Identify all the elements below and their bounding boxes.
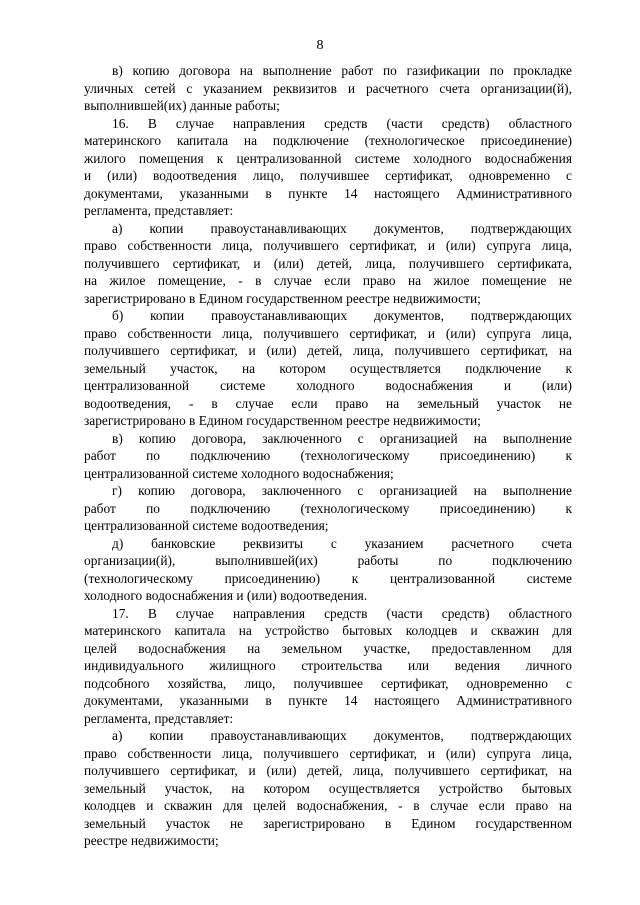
paragraph-16-g [84, 482, 572, 535]
paragraph-17 [84, 605, 572, 728]
text-line: право собственности лица, получившего сертификат, и (или) супруга лица, [84, 325, 572, 341]
text-line: земельный участок, на котором осуществляется устройство бытовых [84, 780, 572, 796]
text-line: работ по подключению (технологическому присоединению) к [84, 448, 572, 463]
text-line: (технологическому присоединению) к централизованной системе [84, 570, 572, 586]
text-line: регламента, представляет: [84, 710, 234, 726]
text-line: 16. В случае направления средств (части средств) областного [112, 115, 572, 131]
paragraph-15-v [84, 62, 572, 115]
text-line: г) копию договора, заключенного с организацией на выполнение [112, 483, 572, 498]
text-line: в) копию договора, заключенного с организацией на выполнение [112, 430, 572, 446]
paragraph-16-d [84, 535, 572, 605]
paragraph-16-a [84, 220, 572, 308]
text-line: получившего сертификат, и (или) детей, лица, получившего сертификат, на [84, 343, 572, 358]
paragraph-17-a [84, 727, 572, 850]
text-line: земельный участок, на котором осуществляется подключение к [84, 360, 572, 376]
paragraph-16-v [84, 430, 572, 483]
text-line: на жилое помещение, - в случае если право на жилое помещение не [84, 273, 572, 288]
text-line: 17. В случае направления средств (части средств) областного [112, 605, 572, 621]
text-line: регламента, представляет: [84, 203, 234, 218]
text-line: материнского капитала на устройство бытовых колодцев и скважин для [84, 623, 572, 638]
text-line: холодного водоснабжения и (или) водоотведения. [84, 588, 368, 603]
text-line: организации(й), выполнившей(их) работы по подключению [84, 553, 572, 568]
text-line: централизованной системе холодного водоснабжения; [84, 465, 394, 481]
text-line: индивидуального жилищного строительства или ведения личного [84, 658, 572, 673]
text-line: получившего сертификат, и (или) детей, лица, получившего сертификата, [84, 255, 572, 271]
document-body [84, 62, 572, 850]
text-line: и (или) водоотведения лицо, получившее сертификат, одновременно с [84, 168, 572, 183]
paragraph-16 [84, 115, 572, 220]
text-line: документами, указанными в пункте 14 настоящего Административного [84, 185, 572, 201]
page-number: 8 [316, 38, 324, 53]
text-line: а) копии правоустанавливающих документов, подтверждающих [112, 220, 572, 236]
text-line: получившего сертификат, и (или) детей, лица, получившего сертификат, на [84, 763, 572, 778]
text-line: а) копии правоустанавливающих документов, подтверждающих [112, 728, 572, 743]
text-line: зарегистрировано в Едином государственном реестре недвижимости; [84, 413, 481, 428]
text-line: право собственности лица, получившего сертификат, и (или) супруга лица, [84, 238, 572, 253]
text-line: право собственности лица, получившего сертификат, и (или) супруга лица, [84, 745, 572, 761]
text-line: д) банковские реквизиты с указанием расчетного счета [112, 535, 572, 551]
text-line: документами, указанными в пункте 14 настоящего Административного [84, 693, 572, 708]
text-line: работ по подключению (технологическому присоединению) к [84, 500, 572, 516]
text-line: реестре недвижимости; [84, 833, 219, 848]
text-line: материнского капитала на подключение (технологическое присоединение) [84, 133, 572, 148]
text-line: подсобного хозяйства, лицо, получившее сертификат, одновременно с [84, 675, 572, 691]
text-line: земельный участок не зарегистрировано в Едином государственном [84, 815, 572, 831]
text-line: водоотведения, - в случае если право на земельный участок не [84, 395, 572, 411]
text-line: колодцев и скважин для целей водоснабжения, - в случае если право на [84, 798, 572, 813]
text-line: в) копию договора на выполнение работ по газификации по прокладке [112, 63, 572, 78]
paragraph-16-b [84, 307, 572, 430]
text-line: б) копии правоустанавливающих документов, подтверждающих [112, 308, 572, 323]
text-line: централизованной системе холодного водоснабжения и (или) [84, 378, 572, 393]
text-line: выполнившей(их) данные работы; [84, 98, 280, 113]
text-line: централизованной системе водоотведения; [84, 518, 329, 533]
text-line: жилого помещения к централизованной системе холодного водоснабжения [84, 150, 572, 166]
text-line: целей водоснабжения на земельном участке, предоставленном для [84, 640, 572, 656]
text-line: уличных сетей с указанием реквизитов и расчетного счета организации(й), [84, 80, 572, 96]
text-line: зарегистрировано в Едином государственном реестре недвижимости; [84, 290, 481, 306]
